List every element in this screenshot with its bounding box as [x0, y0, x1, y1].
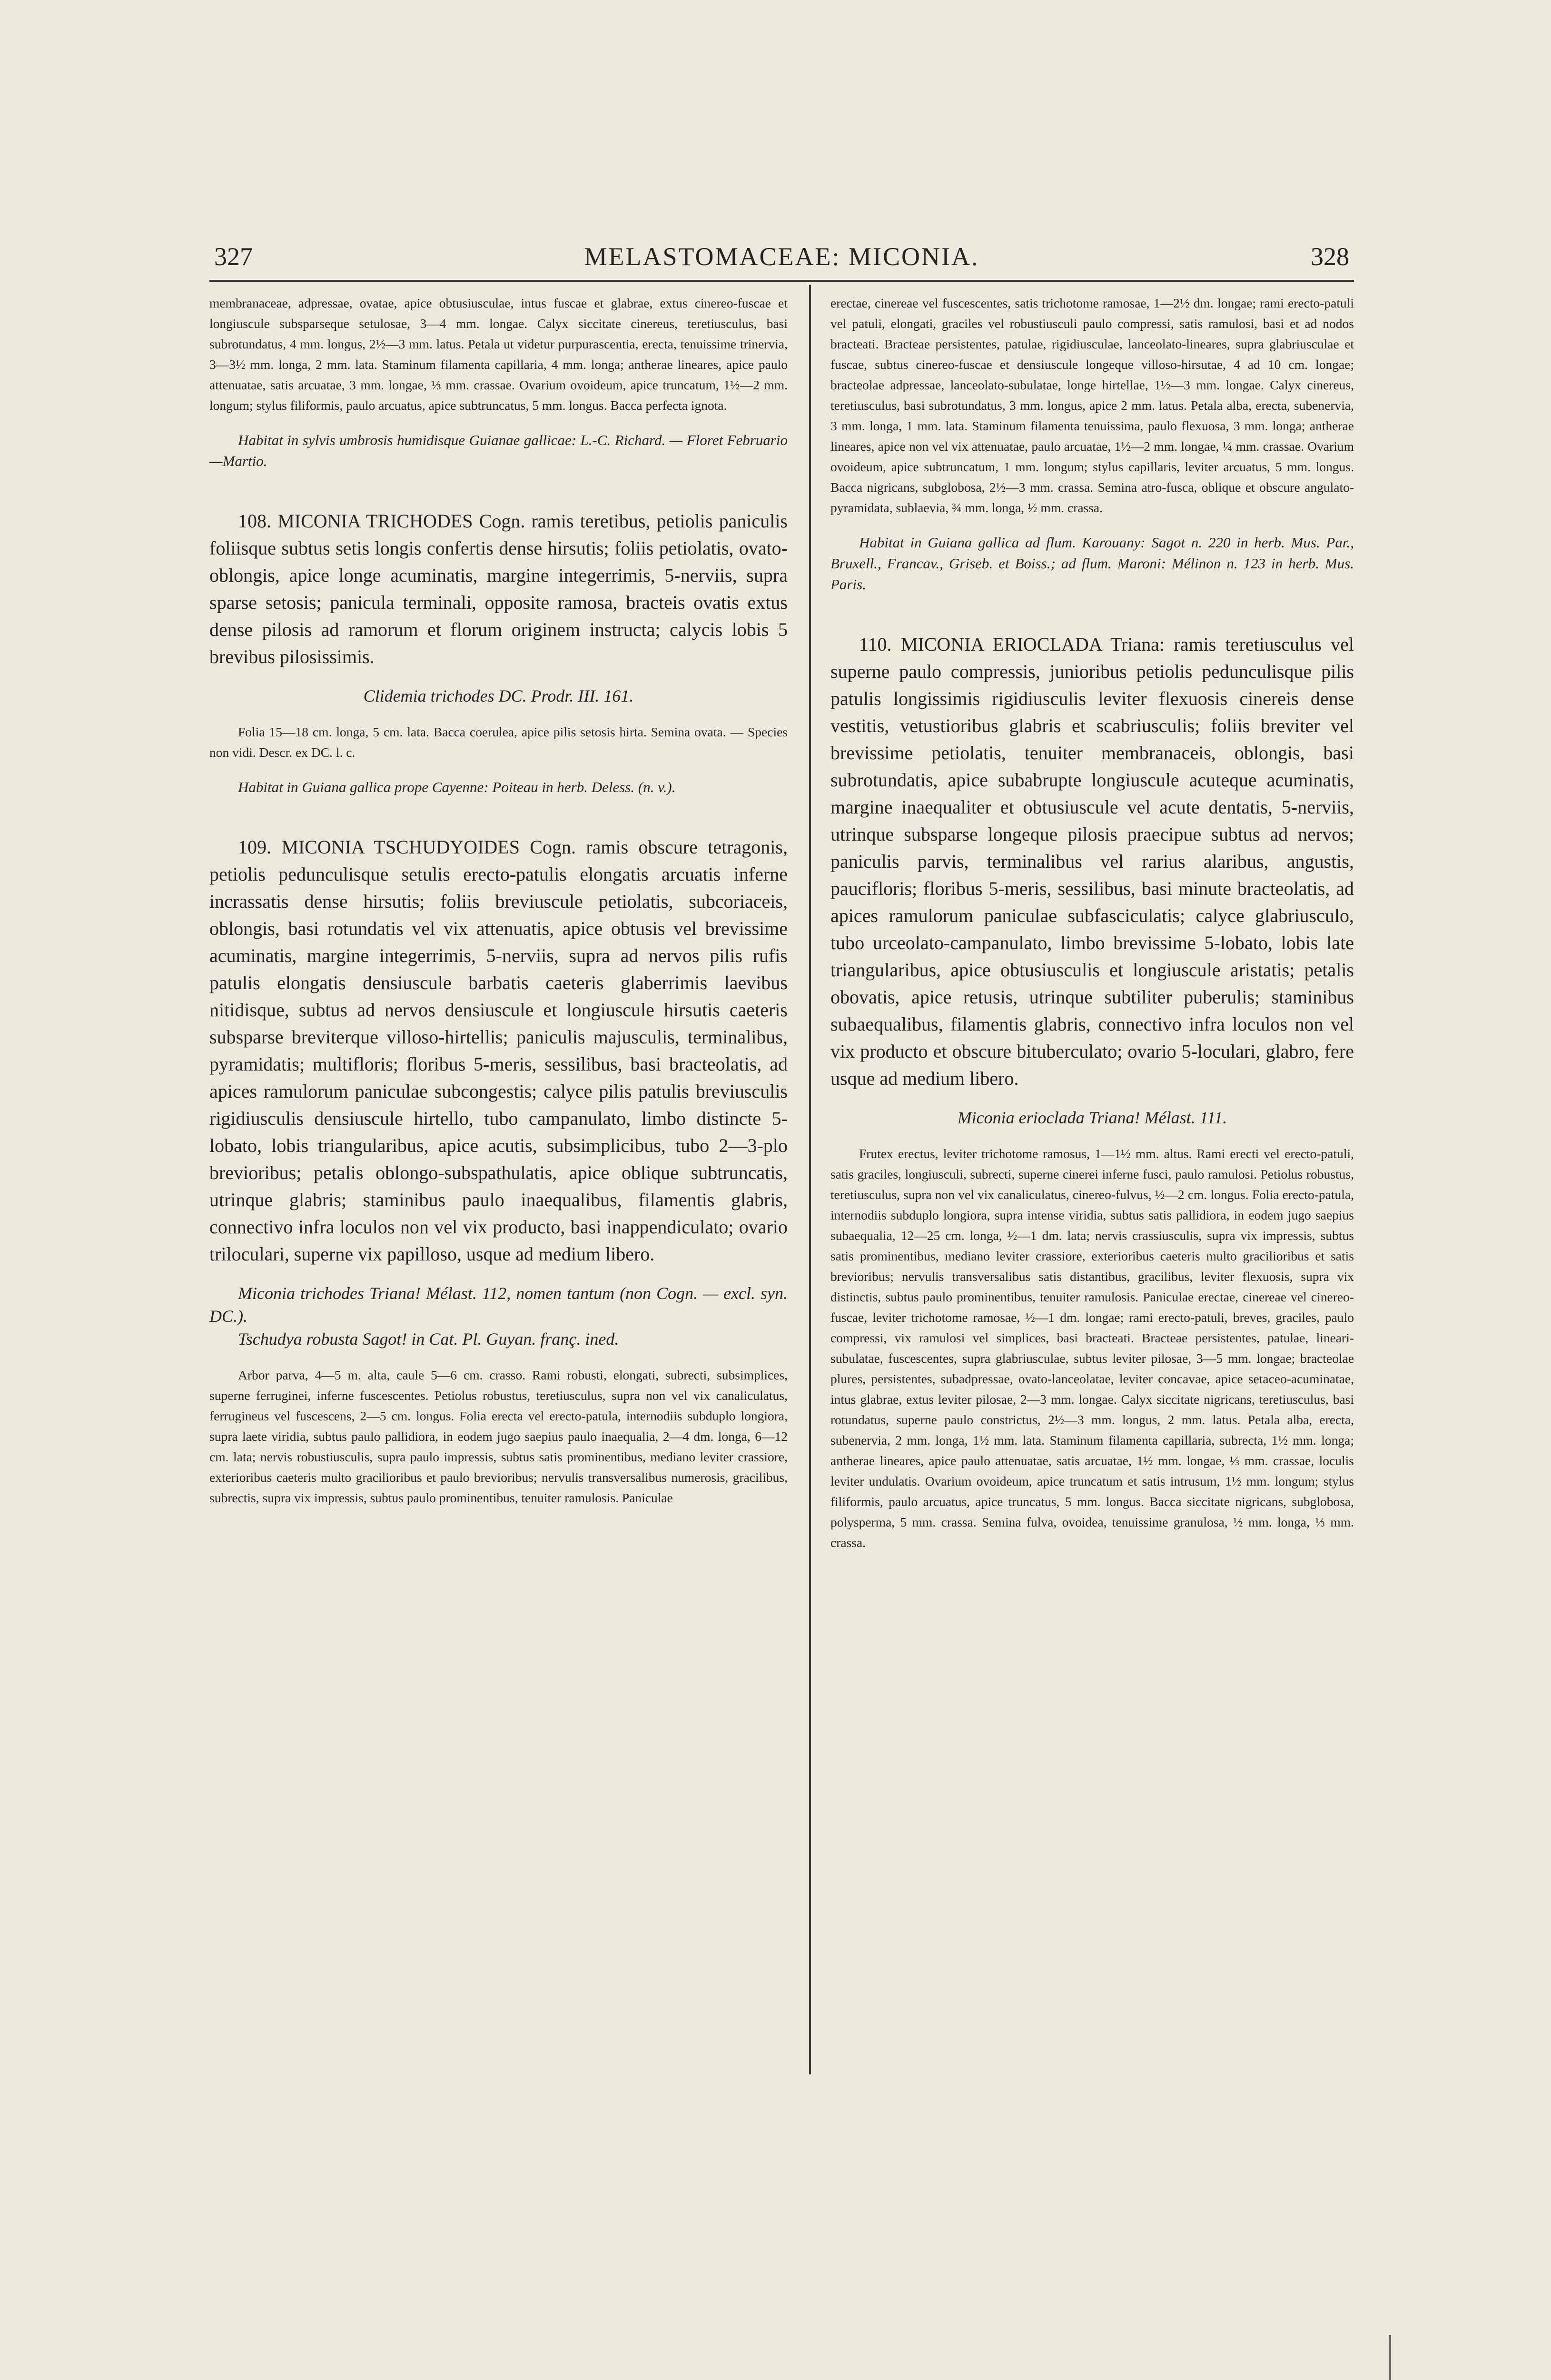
species-108-diagnosis: 108. MICONIA TRICHODES Cogn. ramis teretibus, petiolis paniculis foliisque subtus setis longis confertis dense hirsutis; foliis petiolatis, ovato-oblongis, apice longe acuminatis, margine integerrimis, 5-nerviis, supra sparse setosis; panicula terminali, opposite ramosa, bracteis ovatis extus dense pilosis ad ramorum et florum originem instructa; calycis lobis 5 brevibus pilosissimis. — [209, 510, 788, 667]
habitat-108: Habitat in Guiana gallica prope Cayenne: Poiteau in herb. Deless. (n. v.). — [238, 779, 676, 795]
synonym-109-a: Miconia trichodes Triana! Mélast. 112, nomen tantum (non Cogn. — excl. syn. DC.). — [209, 1284, 788, 1326]
synonym-108: Clidemia trichodes DC. Prodr. III. 161. — [363, 686, 634, 705]
page-header — [209, 242, 1354, 280]
page-number-right: 328 — [1311, 242, 1349, 271]
left-column — [209, 293, 788, 2097]
habitat-107: Habitat in sylvis umbrosis humidisque Guianae gallicae: L.-C. Richard. — Floret Februario—Martio. — [209, 432, 788, 469]
habitat-109: Habitat in Guiana gallica ad flum. Karouany: Sagot n. 220 in herb. Mus. Par., Bruxell., Francav., Griseb. et Boiss.; ad flum. Maroni: Mélinon n. 123 in herb. Mus. Paris. — [830, 534, 1354, 593]
page-number-left: 327 — [214, 242, 253, 271]
right-column — [830, 293, 1354, 2097]
synonym-109-b: Tschudya robusta Sagot! in Cat. Pl. Guyan. franç. ined. — [238, 1329, 619, 1349]
header-rule — [209, 280, 1354, 282]
species-110-diagnosis: 110. MICONIA ERIOCLADA Triana: ramis teretiusculus vel superne paulo compressis, junioribus petiolis pedunculisque pilis patulis longissimis rigidiusculis leviter flexuosis cinereis dense vestitis, vetustioribus glabris et scabriusculis; foliis breviter vel brevissime petiolatis, tenuiter membranaceis, oblongis, basi subrotundatis, apice subabrupte longiuscule acuteque acuminatis, margine inaequaliter et obtusiuscule vel acute dentatis, 5-nerviis, utrinque subsparse longeque pilosis praecipue subtus ad nervos; paniculis parvis, terminalibus vel rarius alaribus, angustis, paucifloris; floribus 5-meris, sessilibus, basi minute bracteolatis, ad apices ramulorum paniculae subfasciculatis; calyce glabriusculo, tubo urceolato-campanulato, limbo brevissime 5-lobato, lobis late triangularibus, apice obtusiusculis et longiuscule aristatis; petalis obovatis, apice retusis, utrinque subtiliter puberulis; staminibus subaequalibus, filamentis glabris, connectivo infra loculos non vel vix producto et obscure bituberculato; ovario 5-loculari, glabro, fere usque ad medium libero. — [830, 634, 1354, 1089]
description-109: Arbor parva, 4—5 m. alta, caule 5—6 cm. crasso. Rami robusti, elongati, subrecti, subsimplices, superne ferruginei, inferne fuscescentes. Petiolus robustus, teretiusculus, supra non vel vix canaliculatus, ferrugineus vel fuscescens, 2—5 cm. longus. Folia erecta vel erecto-patula, internodiis subduplo longiora, supra laete viridia, subtus paulo pallidiora, in eodem jugo saepius paulo inaequalia, 2—4 dm. longa, 6—12 cm. lata; nervis robustiusculis, supra paulo impressis, subtus satis prominentibus, mediano leviter crassiore, exterioribus caeteris multo gracilioribus et paulo brevioribus; nervulis transversalibus numerosis, gracilibus, subrectis, supra vix impressis, subtus paulo prominentibus, tenuiter ramulosis. Paniculae — [209, 1368, 788, 1505]
description-109-continued: erectae, cinereae vel fuscescentes, satis trichotome ramosae, 1—2½ dm. longae; rami erecto-patuli vel patuli, elongati, graciles vel robustiusculi paulo compressi, satis ramulosi, basi et ad nodos bracteati. Bracteae persistentes, patulae, rigidiusculae, lanceolato-lineares, supra glabriusculae et fuscae, subtus cinereo-fuscae et densiuscule longeque villoso-hirsutae, 4 ad 10 cm. longae; bracteolae adpressae, lanceolato-subulatae, longe hirtellae, 1½—3 mm. longae. Calyx cinereus, teretiusculus, basi subrotundatus, 3 mm. longus, apice 2 mm. latus. Petala alba, erecta, subenervia, 3 mm. longa, 1 mm. lata. Staminum filamenta tenuissima, paulo flexuosa, 3 mm. longa; antherae lineares, apice non vel vix attenuatae, paulo arcuatae, 1½—2 mm. longae, ¼ mm. crassae. Ovarium ovoideum, apice subtruncatum, 1 mm. longum; stylus capillaris, leviter arcuatus, 5 mm. longus. Bacca nigricans, subglobosa, 2½—3 mm. crassa. Semina atro-fusca, oblique et obscure angulato-pyramidata, sublaevia, ¾ mm. longa, ½ mm. crassa. — [830, 296, 1354, 515]
page-edge-mark — [1389, 2335, 1391, 2380]
species-109-diagnosis: 109. MICONIA TSCHUDYOIDES Cogn. ramis obscure tetragonis, petiolis pedunculisque setulis erecto-patulis elongatis arcuatis inferne incrassatis dense hirsutis; foliis breviuscule petiolatis, subcoriaceis, oblongis, basi rotundatis vel vix attenuatis, apice obtusis vel brevissime acuminatis, margine integerrimis, 5-nerviis, supra ad nervos pilis rufis patulis elongatis densiuscule barbatis caeteris glaberrimis laevibus nitidisque, subtus ad nervos densiuscule et longiuscule hirsutis caeteris subsparse breviterque villoso-hirtellis; paniculis majusculis, terminalibus, pyramidatis; multifloris; floribus 5-meris, sessilibus, basi bracteolatis, ad apices ramulorum paniculae subcongestis; calyce pilis patulis breviusculis rigidiusculis densiuscule hirtello, tubo campanulato, limbo distincte 5-lobato, lobis triangularibus, apice acutis, subsimplicibus, tubo 2—3-plo brevioribus; petalis oblongo-subspathulatis, apice oblique subtruncatis, utrinque glabris; staminibus paulo inaequalibus, filamentis glabris, connectivo infra loculos non vel vix producto, basi inappendiculato; ovario triloculari, superne vix papilloso, usque ad medium libero. — [209, 836, 788, 1265]
column-divider — [809, 285, 811, 2074]
running-head: MELASTOMACEAE: MICONIA. — [584, 242, 979, 271]
description-110: Frutex erectus, leviter trichotome ramosus, 1—1½ mm. altus. Rami erecti vel erecto-patuli, satis graciles, longiusculi, subrecti, superne cinerei inferne fusci, paulo ramulosi. Petiolus robustus, teretiusculus, supra non vel vix canaliculatus, cinereo-fulvus, ½—2 cm. longus. Folia erecto-patula, internodiis subduplo longiora, supra intense viridia, subtus satis pallidiora, in eodem jugo saepius subaequalia, 12—25 cm. longa, ½—1 dm. lata; nervis crassiusculis, supra vix impressis, subtus satis prominentibus, mediano leviter crassiore, exterioribus caeteris multo gracilioribus et satis brevioribus; nervulis transversalibus satis distantibus, gracilibus, leviter flexuosis, supra vix distinctis, subtus paulo prominentibus, tenuiter ramulosis. Paniculae erectae, cinereae vel cinereo-fuscae, leviter trichotome ramosae, ½—1 dm. longae; rami erecto-patuli, breves, graciles, paulo compressi, vix ramulosi vel simplices, basi bracteati. Bracteae persistentes, patulae, lineari-subulatae, fuscescentes, supra glabriusculae, subtus leviter pilosae, 3—5 mm. longae; bracteolae plures, persistentes, subadpressae, ovato-lanceolatae, leviter concavae, apice setaceo-acuminatae, intus glabrae, extus leviter pilosae, 2—3 mm. longae. Calyx siccitate nigricans, teretiusculus, basi rotundatus, superne paulo constrictus, 2½—3 mm. longus, 2 mm. latus. Petala alba, erecta, subenervia, 2 mm. longa, 1½ mm. lata. Staminum filamenta capillaria, subrecta, 1½ mm. longa; antherae lineares, apice paulo attenuatae, satis arcuatae, 1½ mm. longae, ⅓ mm. crassae, loculis leviter undulatis. Ovarium ovoideum, apice truncatum et satis intrusum, 1½ mm. longum; stylus filiformis, paulo arcuatus, apice truncatus, 5 mm. longus. Bacca siccitate nigricans, subglobosa, polysperma, 5 mm. crassa. Semina fulva, ovoidea, tenuissime granulosa, ½ mm. longa, ⅓ mm. crassa. — [830, 1146, 1354, 1550]
description-continued: membranaceae, adpressae, ovatae, apice obtusiusculae, intus fuscae et glabrae, extus cinereo-fuscae et longiuscule subsparseque setulosae, 3—4 mm. longae. Calyx siccitate cinereus, teretiusculus, basi subrotundatus, 4 mm. longus, 2½—3 mm. latus. Petala ut videtur purpurascentia, erecta, tenuissime trinervia, 3—3½ mm. longa, 2 mm. lata. Staminum filamenta capillaria, 4 mm. longa; antherae lineares, apice paulo attenuatae, satis arcuatae, 3 mm. longae, ⅓ mm. crassae. Ovarium ovoideum, apice truncatum, 1½—2 mm. longum; stylus filiformis, paulo arcuatus, apice subtruncatus, 5 mm. longus. Bacca perfecta ignota. — [209, 296, 788, 413]
synonym-110: Miconia erioclada Triana! Mélast. 111. — [957, 1108, 1227, 1127]
description-108: Folia 15—18 cm. longa, 5 cm. lata. Bacca coerulea, apice pilis setosis hirta. Semina ovata. — Species non vidi. Descr. ex DC. l. c. — [209, 724, 788, 760]
